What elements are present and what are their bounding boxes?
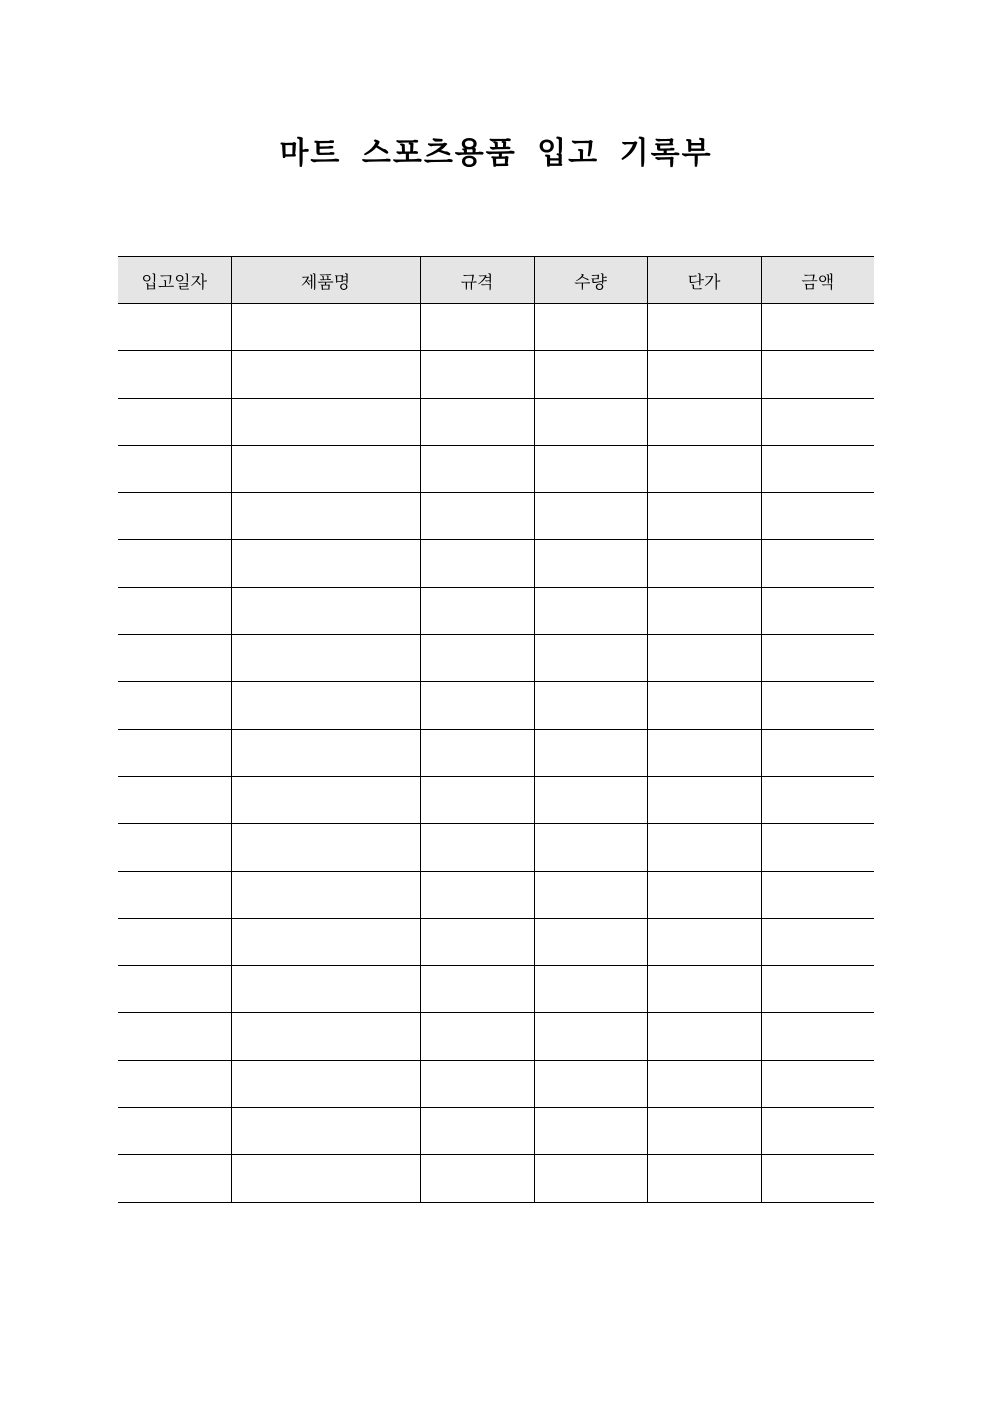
column-header-product-name: 제품명 xyxy=(231,257,420,304)
table-body xyxy=(118,304,874,1203)
table-row xyxy=(118,540,874,587)
specification-cell[interactable] xyxy=(420,540,534,587)
specification-cell[interactable] xyxy=(420,1108,534,1155)
column-header-amount: 금액 xyxy=(761,257,874,304)
receipt-date-cell[interactable] xyxy=(118,493,231,540)
amount-cell[interactable] xyxy=(761,776,874,823)
quantity-cell[interactable] xyxy=(534,351,647,398)
unit-price-cell[interactable] xyxy=(647,966,761,1013)
table-row xyxy=(118,398,874,445)
specification-cell[interactable] xyxy=(420,729,534,776)
product-name-cell[interactable] xyxy=(231,1013,420,1060)
table-row xyxy=(118,824,874,871)
amount-cell[interactable] xyxy=(761,493,874,540)
product-name-cell[interactable] xyxy=(231,1060,420,1107)
unit-price-cell[interactable] xyxy=(647,918,761,965)
amount-cell[interactable] xyxy=(761,351,874,398)
table-row xyxy=(118,918,874,965)
quantity-cell[interactable] xyxy=(534,445,647,492)
table-row xyxy=(118,1108,874,1155)
specification-cell[interactable] xyxy=(420,493,534,540)
unit-price-cell[interactable] xyxy=(647,776,761,823)
table-row xyxy=(118,1060,874,1107)
receipt-date-cell[interactable] xyxy=(118,587,231,634)
column-header-unit-price: 단가 xyxy=(647,257,761,304)
quantity-cell[interactable] xyxy=(534,729,647,776)
amount-cell[interactable] xyxy=(761,824,874,871)
receipt-date-cell[interactable] xyxy=(118,1155,231,1202)
product-name-cell[interactable] xyxy=(231,493,420,540)
specification-cell[interactable] xyxy=(420,445,534,492)
specification-cell[interactable] xyxy=(420,966,534,1013)
quantity-cell[interactable] xyxy=(534,304,647,351)
amount-cell[interactable] xyxy=(761,966,874,1013)
product-name-cell[interactable] xyxy=(231,1155,420,1202)
product-name-cell[interactable] xyxy=(231,351,420,398)
table-row xyxy=(118,966,874,1013)
amount-cell[interactable] xyxy=(761,729,874,776)
receipt-date-cell[interactable] xyxy=(118,682,231,729)
receipt-date-cell[interactable] xyxy=(118,351,231,398)
product-name-cell[interactable] xyxy=(231,445,420,492)
product-name-cell[interactable] xyxy=(231,398,420,445)
quantity-cell[interactable] xyxy=(534,398,647,445)
specification-cell[interactable] xyxy=(420,776,534,823)
table-row xyxy=(118,304,874,351)
specification-cell[interactable] xyxy=(420,682,534,729)
amount-cell[interactable] xyxy=(761,1155,874,1202)
receipt-date-cell[interactable] xyxy=(118,398,231,445)
table-row xyxy=(118,493,874,540)
amount-cell[interactable] xyxy=(761,1108,874,1155)
specification-cell[interactable] xyxy=(420,1155,534,1202)
quantity-cell[interactable] xyxy=(534,493,647,540)
product-name-cell[interactable] xyxy=(231,729,420,776)
receipt-date-cell[interactable] xyxy=(118,871,231,918)
receipt-date-cell[interactable] xyxy=(118,966,231,1013)
product-name-cell[interactable] xyxy=(231,918,420,965)
unit-price-cell[interactable] xyxy=(647,587,761,634)
receipt-date-cell[interactable] xyxy=(118,824,231,871)
column-header-receipt-date: 입고일자 xyxy=(118,257,231,304)
receipt-date-cell[interactable] xyxy=(118,1060,231,1107)
quantity-cell[interactable] xyxy=(534,587,647,634)
receipt-date-cell[interactable] xyxy=(118,540,231,587)
specification-cell[interactable] xyxy=(420,304,534,351)
unit-price-cell[interactable] xyxy=(647,871,761,918)
specification-cell[interactable] xyxy=(420,351,534,398)
specification-cell[interactable] xyxy=(420,1013,534,1060)
amount-cell[interactable] xyxy=(761,871,874,918)
table-row xyxy=(118,351,874,398)
specification-cell[interactable] xyxy=(420,824,534,871)
unit-price-cell[interactable] xyxy=(647,682,761,729)
product-name-cell[interactable] xyxy=(231,304,420,351)
product-name-cell[interactable] xyxy=(231,635,420,682)
specification-cell[interactable] xyxy=(420,1060,534,1107)
specification-cell[interactable] xyxy=(420,918,534,965)
unit-price-cell[interactable] xyxy=(647,1155,761,1202)
unit-price-cell[interactable] xyxy=(647,1013,761,1060)
column-header-specification: 규격 xyxy=(420,257,534,304)
receipt-date-cell[interactable] xyxy=(118,918,231,965)
unit-price-cell[interactable] xyxy=(647,540,761,587)
quantity-cell[interactable] xyxy=(534,1155,647,1202)
quantity-cell[interactable] xyxy=(534,966,647,1013)
receipt-date-cell[interactable] xyxy=(118,776,231,823)
table-row xyxy=(118,1155,874,1202)
unit-price-cell[interactable] xyxy=(647,824,761,871)
amount-cell[interactable] xyxy=(761,304,874,351)
specification-cell[interactable] xyxy=(420,871,534,918)
amount-cell[interactable] xyxy=(761,587,874,634)
product-name-cell[interactable] xyxy=(231,966,420,1013)
product-name-cell[interactable] xyxy=(231,540,420,587)
quantity-cell[interactable] xyxy=(534,824,647,871)
specification-cell[interactable] xyxy=(420,398,534,445)
table-row xyxy=(118,635,874,682)
table-row xyxy=(118,729,874,776)
table-row xyxy=(118,682,874,729)
unit-price-cell[interactable] xyxy=(647,635,761,682)
receipt-date-cell[interactable] xyxy=(118,729,231,776)
product-name-cell[interactable] xyxy=(231,824,420,871)
quantity-cell[interactable] xyxy=(534,635,647,682)
amount-cell[interactable] xyxy=(761,398,874,445)
product-name-cell[interactable] xyxy=(231,587,420,634)
product-name-cell[interactable] xyxy=(231,776,420,823)
unit-price-cell[interactable] xyxy=(647,729,761,776)
amount-cell[interactable] xyxy=(761,682,874,729)
specification-cell[interactable] xyxy=(420,587,534,634)
column-header-quantity: 수량 xyxy=(534,257,647,304)
amount-cell[interactable] xyxy=(761,1013,874,1060)
unit-price-cell[interactable] xyxy=(647,398,761,445)
product-name-cell[interactable] xyxy=(231,871,420,918)
table-row xyxy=(118,776,874,823)
table-row xyxy=(118,1013,874,1060)
receipt-date-cell[interactable] xyxy=(118,1108,231,1155)
receipt-date-cell[interactable] xyxy=(118,304,231,351)
amount-cell[interactable] xyxy=(761,445,874,492)
amount-cell[interactable] xyxy=(761,918,874,965)
unit-price-cell[interactable] xyxy=(647,445,761,492)
quantity-cell[interactable] xyxy=(534,682,647,729)
table-row xyxy=(118,445,874,492)
quantity-cell[interactable] xyxy=(534,1108,647,1155)
amount-cell[interactable] xyxy=(761,540,874,587)
product-name-cell[interactable] xyxy=(231,1108,420,1155)
receipt-date-cell[interactable] xyxy=(118,635,231,682)
quantity-cell[interactable] xyxy=(534,540,647,587)
specification-cell[interactable] xyxy=(420,635,534,682)
quantity-cell[interactable] xyxy=(534,776,647,823)
table-row xyxy=(118,871,874,918)
table-header-row xyxy=(118,257,874,304)
unit-price-cell[interactable] xyxy=(647,1060,761,1107)
amount-cell[interactable] xyxy=(761,1060,874,1107)
unit-price-cell[interactable] xyxy=(647,1108,761,1155)
product-name-cell[interactable] xyxy=(231,682,420,729)
quantity-cell[interactable] xyxy=(534,871,647,918)
unit-price-cell[interactable] xyxy=(647,351,761,398)
quantity-cell[interactable] xyxy=(534,1060,647,1107)
unit-price-cell[interactable] xyxy=(647,304,761,351)
receipt-date-cell[interactable] xyxy=(118,445,231,492)
amount-cell[interactable] xyxy=(761,635,874,682)
table-row xyxy=(118,587,874,634)
quantity-cell[interactable] xyxy=(534,918,647,965)
page-title: 마트 스포츠용품 입고 기록부 xyxy=(279,136,713,171)
stock-receipt-table xyxy=(118,256,874,1203)
receipt-date-cell[interactable] xyxy=(118,1013,231,1060)
unit-price-cell[interactable] xyxy=(647,493,761,540)
quantity-cell[interactable] xyxy=(534,1013,647,1060)
